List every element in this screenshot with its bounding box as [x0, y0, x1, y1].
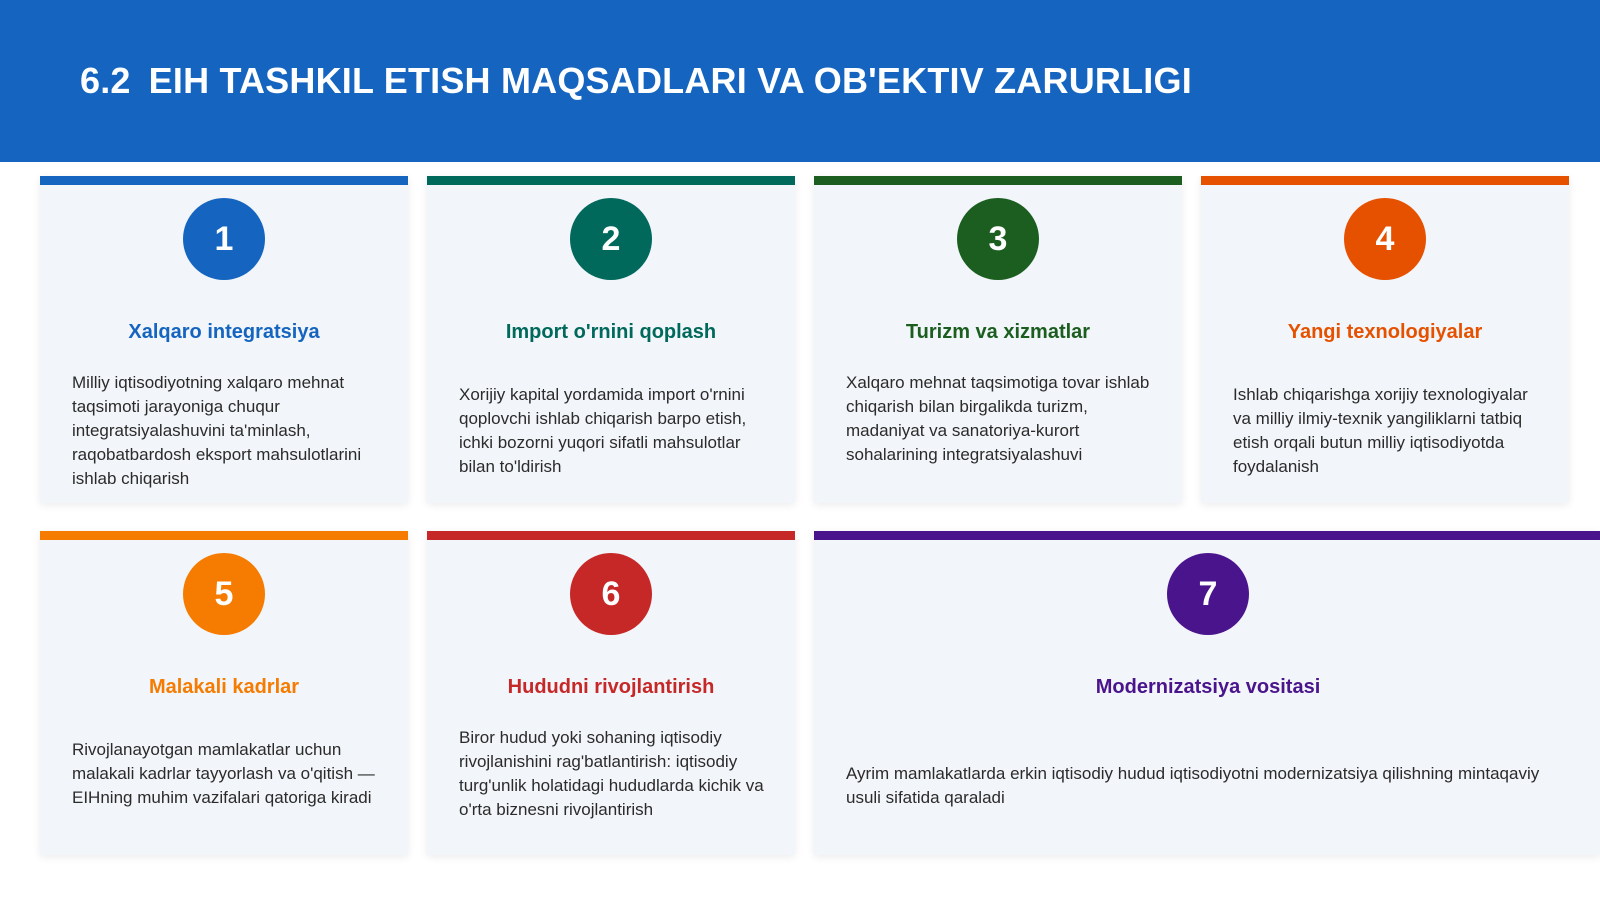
card-5: [40, 531, 408, 855]
card-description: Xalqaro mehnat taqsimotiga tovar ishlab chiqarish bilan birgalikda turizm, madaniyat va sanatoriya-kurort sohalarining integratsiyalashuvi: [846, 373, 1150, 464]
card-accent-bar: [427, 176, 795, 185]
card-title: Import o'rnini qoplash: [505, 321, 717, 343]
number-badge: 4: [1344, 198, 1426, 280]
card-description: Milliy iqtisodiyotning xalqaro mehnat taqsimoti jarayoniga chuqur integratsiyalashuvini ta'minlash, raqobatbardosh eksport mahsulotlarini ishlab chiqarish: [72, 373, 362, 488]
card-accent-bar: [814, 531, 1600, 540]
number-badge: 3: [957, 198, 1039, 280]
section-title: EIH TASHKIL ETISH MAQSADLARI VA OB'EKTIV ZARURLIGI: [148, 60, 1192, 101]
card-6: [427, 531, 795, 855]
card-accent-bar: [814, 176, 1182, 185]
card-title: Xalqaro integratsiya: [128, 321, 320, 343]
card-title: Turizm va xizmatlar: [905, 321, 1091, 343]
card-description: Xorijiy kapital yordamida import o'rnini qoplovchi ishlab chiqarish barpo etish, ichki bozorni yuqori sifatli mahsulotlar bilan to'ldirish: [459, 385, 747, 476]
card-description: Rivojlanayotgan mamlakatlar uchun malakali kadrlar tayyorlash va o'qitish — EIHning muhim vazifalari qatoriga kiradi: [72, 740, 375, 807]
card-3: [814, 176, 1182, 503]
page-title: [80, 60, 1192, 102]
card-accent-bar: [40, 176, 408, 185]
card-2: [427, 176, 795, 503]
card-title: Hududni rivojlantirish: [507, 676, 715, 698]
header-banner: [0, 0, 1600, 162]
number-badge: 2: [570, 198, 652, 280]
number-badge: 7: [1167, 553, 1249, 635]
card-accent-bar: [1201, 176, 1569, 185]
number-badge: 1: [183, 198, 265, 280]
card-description: Biror hudud yoki sohaning iqtisodiy rivojlanishini rag'batlantirish: iqtisodiy turg'unlik holatidagi hududlarda kichik va o'rta biznesni rivojlantirish: [459, 728, 764, 819]
card-title: Modernizatsiya vositasi: [1095, 676, 1321, 698]
number-badge: 5: [183, 553, 265, 635]
card-description: Ishlab chiqarishga xorijiy texnologiyalar va milliy ilmiy-texnik yangiliklarni tatbiq etish orqali butun milliy iqtisodiyotda foydalanish: [1233, 385, 1528, 476]
card-7: [814, 531, 1600, 855]
card-4: [1201, 176, 1569, 503]
card-description: Ayrim mamlakatlarda erkin iqtisodiy hudud iqtisodiyotni modernizatsiya qilishning mintaqaviy usuli sifatida qaraladi: [846, 764, 1540, 807]
card-accent-bar: [427, 531, 795, 540]
number-badge: 6: [570, 553, 652, 635]
section-number: 6.2: [80, 60, 131, 101]
card-1: [40, 176, 408, 503]
card-title: Malakali kadrlar: [148, 676, 300, 698]
card-accent-bar: [40, 531, 408, 540]
card-title: Yangi texnologiyalar: [1287, 321, 1483, 343]
